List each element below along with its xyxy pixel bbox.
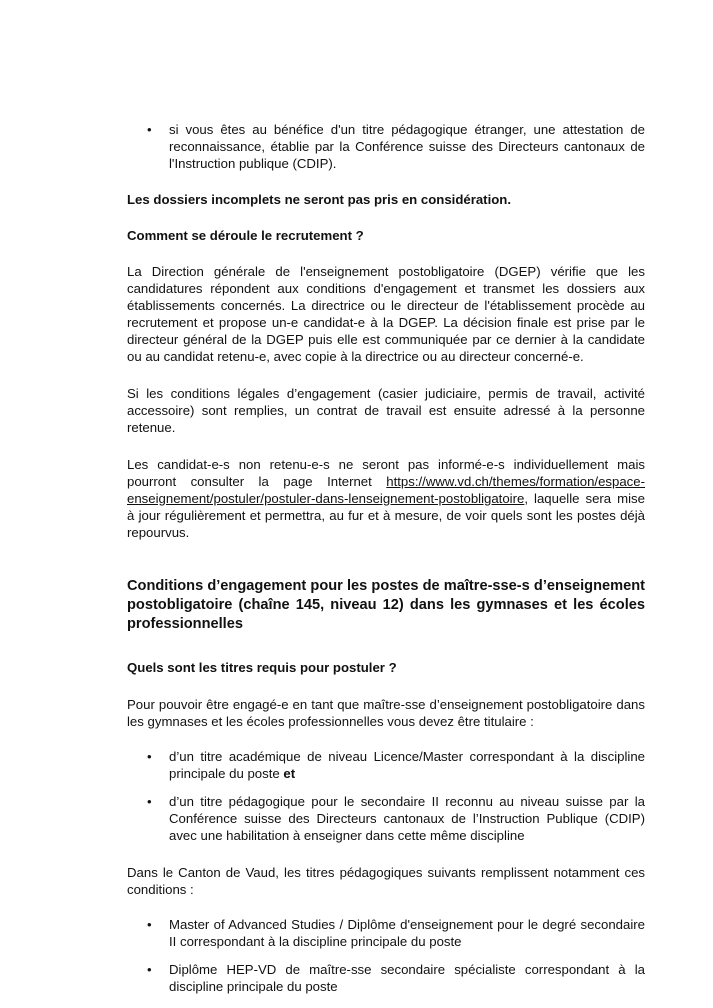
bullet-icon: • (147, 794, 152, 809)
intro-bullet-list (127, 121, 645, 172)
list-item (127, 748, 645, 782)
bullet-icon: • (147, 917, 152, 932)
list-item-text: d’un titre pédagogique pour le secondaire II reconnu au niveau suisse par la Conférence suisse des Directeurs cantonaux de l’Instruction Publique (CDIP) avec une habilitation à enseigner dans cette même discipline (169, 794, 645, 843)
recruitment-paragraph-3 (127, 456, 645, 541)
document-page (127, 121, 645, 995)
list-item-text: Master of Advanced Studies / Diplôme d'enseignement pour le degré secondaire II correspondant à la discipline principale du poste (169, 917, 645, 949)
list-item (127, 793, 645, 844)
bullet-icon: • (147, 122, 152, 137)
list-item-conjunction: et (283, 766, 296, 781)
list-item (127, 961, 645, 995)
paragraph-text: Les candidat-e-s non retenu-e-s ne seront pas informé-e-s individuellement mais pourront consulter la page Internet (127, 457, 645, 489)
recruitment-paragraph-1: La Direction générale de l'enseignement postobligatoire (DGEP) vérifie que les candidatures répondent aux conditions d'engagement et transmet les dossiers aux établissements concernés. La directrice ou le directeur de l'établissement procède au recrutement et propose un-e candidat-e à la DGEP. La décision finale est prise par le directeur général de la DGEP puis elle est communiquée par ce dernier à la candidate ou au candidat retenu-e, avec copie à la directrice ou au directeur concerné-e. (127, 264, 645, 364)
bullet-icon: • (147, 749, 152, 764)
list-item-text: d’un titre académique de niveau Licence/Master correspondant à la discipline principale du poste (169, 749, 645, 781)
incomplete-notice: Les dossiers incomplets ne seront pas pris en considération. (127, 192, 512, 207)
recruitment-paragraph-2: Si les conditions légales d’engagement (casier judiciaire, permis de travail, activité accessoire) sont remplies, un contrat de travail est ensuite adressé à la personne retenue. (127, 386, 645, 435)
conditions-heading: Conditions d’engagement pour les postes de maître-sse-s d’enseignement postobligatoire (chaîne 145, niveau 12) dans les gymnases et les écoles professionnelles (127, 578, 645, 632)
requirements-list (127, 748, 645, 844)
list-item-text: si vous êtes au bénéfice d'un titre pédagogique étranger, une attestation de reconnaissance, établie par la Conférence suisse des Directeurs cantonaux de l'Instruction publique (CDIP). (169, 122, 645, 171)
titles-subheading: Quels sont les titres requis pour postuler ? (127, 660, 397, 675)
paragraph-text: , laquelle sera mise à jour régulièrement et permettra, au fur et à mesure, de voir quels sont les postes déjà repourvus. (127, 491, 645, 540)
list-item (127, 121, 645, 172)
vaud-intro: Dans le Canton de Vaud, les titres pédagogiques suivants remplissent notamment ces conditions : (127, 865, 645, 897)
vaud-titles-list (127, 916, 645, 995)
conditions-intro: Pour pouvoir être engagé-e en tant que maître-sse d’enseignement postobligatoire dans les gymnases et les écoles professionnelles vous devez être titulaire : (127, 697, 645, 729)
bullet-icon: • (147, 962, 152, 977)
recruitment-heading: Comment se déroule le recrutement ? (127, 228, 364, 243)
list-item (127, 916, 645, 950)
list-item-text: Diplôme HEP-VD de maître-sse secondaire spécialiste correspondant à la discipline principale du poste (169, 962, 645, 994)
postuler-link[interactable]: https://www.vd.ch/themes/formation/espace-enseignement/postuler/postuler-dans-lenseignement-postobligatoire (127, 474, 645, 506)
